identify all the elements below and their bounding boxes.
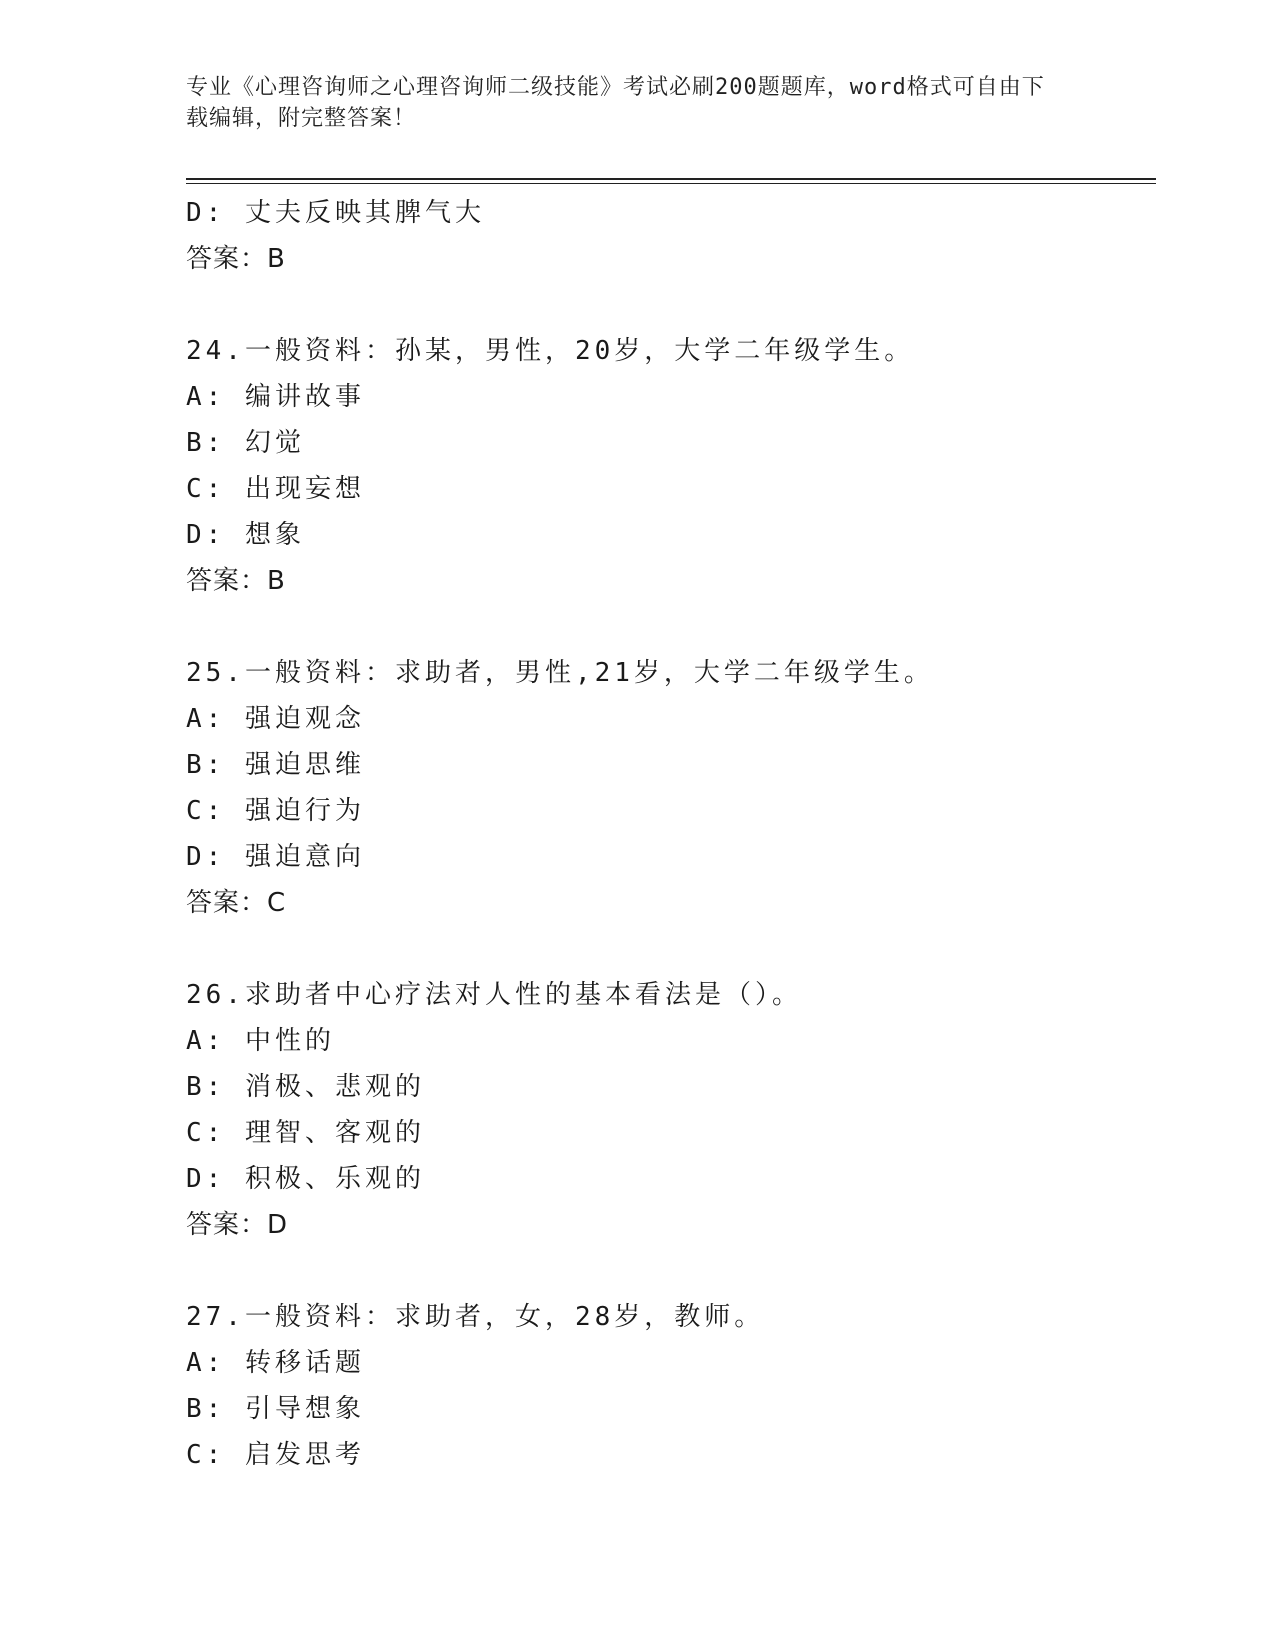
option-b: B: 引导想象 <box>186 1394 365 1424</box>
answer-label: 答案：B <box>186 566 286 596</box>
question-stem: 24.一般资料：孙某，男性，20岁，大学二年级学生。 <box>186 336 915 366</box>
option-a: A: 编讲故事 <box>186 382 365 412</box>
answer-label: 答案：B <box>186 244 286 274</box>
question-stem: 25.一般资料：求助者，男性,21岁，大学二年级学生。 <box>186 658 934 688</box>
option-d: D: 丈夫反映其脾气大 <box>186 198 485 228</box>
option-c: C: 启发思考 <box>186 1440 365 1470</box>
option-b: B: 强迫思维 <box>186 750 365 780</box>
question-stem: 26.求助者中心疗法对人性的基本看法是（）。 <box>186 980 802 1010</box>
answer-label: 答案：C <box>186 888 287 918</box>
question-list <box>186 190 1156 1478</box>
option-c: C: 理智、客观的 <box>186 1118 425 1148</box>
question-stem: 27.一般资料：求助者，女，28岁，教师。 <box>186 1302 765 1332</box>
option-a: A: 转移话题 <box>186 1348 365 1378</box>
header-rule-thin <box>186 183 1156 184</box>
option-c: C: 出现妄想 <box>186 474 365 504</box>
option-b: B: 幻觉 <box>186 428 305 458</box>
option-d: D: 强迫意向 <box>186 842 365 872</box>
header-rule-thick <box>186 178 1156 180</box>
question-24 <box>186 328 1156 604</box>
document-header: 专业《心理咨询师之心理咨询师二级技能》考试必刷200题题库，word格式可自由下载编辑，附完整答案！ <box>186 75 1045 131</box>
question-27 <box>186 1294 1156 1478</box>
question-26 <box>186 972 1156 1248</box>
option-a: A: 中性的 <box>186 1026 335 1056</box>
question-25 <box>186 650 1156 926</box>
option-c: C: 强迫行为 <box>186 796 365 826</box>
option-a: A: 强迫观念 <box>186 704 365 734</box>
option-d: D: 想象 <box>186 520 305 550</box>
answer-label: 答案：D <box>186 1210 289 1240</box>
option-b: B: 消极、悲观的 <box>186 1072 425 1102</box>
option-d: D: 积极、乐观的 <box>186 1164 425 1194</box>
